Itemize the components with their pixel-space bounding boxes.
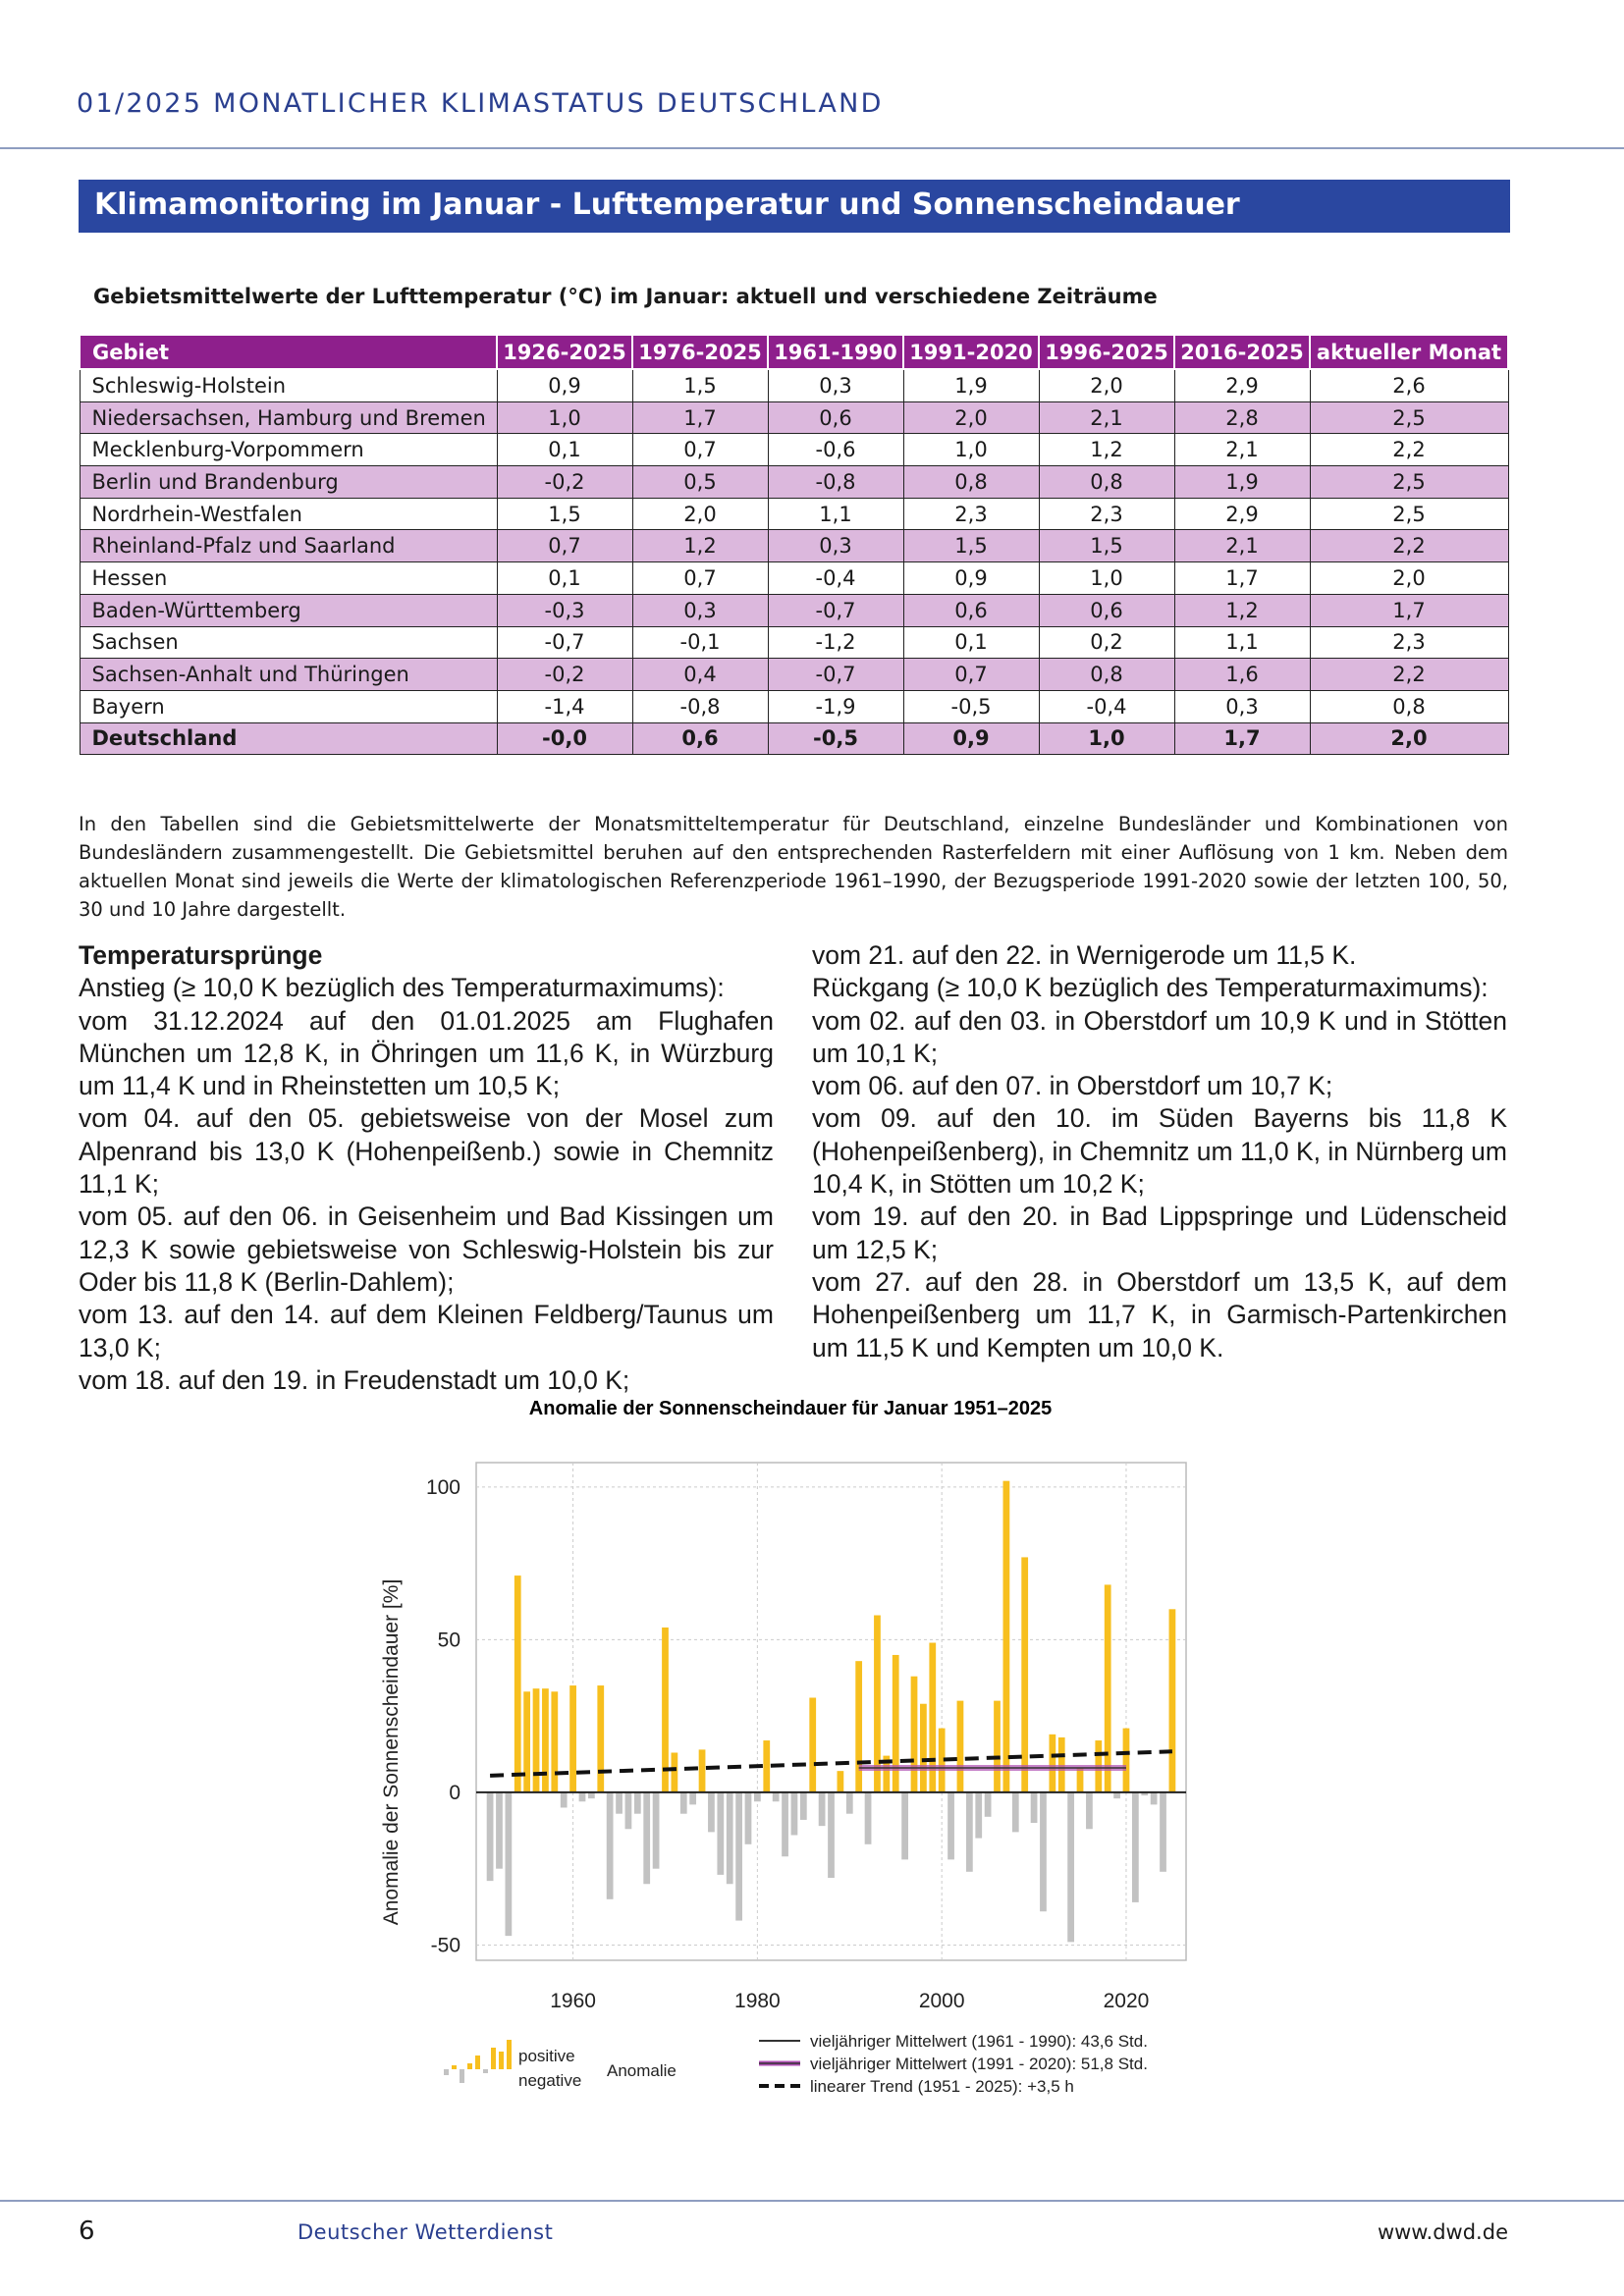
value-cell: 1,5 [632, 369, 768, 401]
legend-mean-1991: vieljähriger Mittelwert (1991 - 2020): 51,8 Std. [810, 2055, 1148, 2073]
text-column-right [812, 939, 1507, 1364]
bar [680, 1792, 687, 1814]
value-cell: 2,2 [1310, 659, 1508, 691]
bar [763, 1740, 770, 1792]
legend-negative: negative [518, 2071, 582, 2090]
value-cell: 1,9 [903, 369, 1039, 401]
value-cell: 1,0 [903, 434, 1039, 466]
paragraph: vom 31.12.2024 auf den 01.01.2025 am Flughafen München um 12,8 K, in Öhringen um 11,6 K, in Würzburg um 11,4 K und in Rheinstetten um 10,5 K; [79, 1005, 774, 1101]
bar [911, 1677, 918, 1792]
value-cell: 0,7 [903, 659, 1039, 691]
legend-trend: linearer Trend (1951 - 2025): +3,5 h [810, 2077, 1074, 2096]
value-cell: 0,9 [497, 369, 632, 401]
bar [505, 1792, 512, 1936]
value-cell: 0,1 [497, 562, 632, 595]
region-cell: Deutschland [80, 722, 497, 755]
column-header: Gebiet [80, 335, 497, 369]
value-cell: 2,1 [1174, 530, 1310, 562]
value-cell: 0,6 [1039, 594, 1174, 626]
value-cell: 2,0 [1039, 369, 1174, 401]
table-row [80, 722, 1508, 755]
paragraph: vom 05. auf den 06. in Geisenheim und Bad Kissingen um 12,3 K sowie gebietsweise von Schleswig-Holstein bis zur Oder bis 11,8 K (Berlin-Dahlem); [79, 1201, 774, 1297]
bar [901, 1792, 908, 1859]
value-cell: -0,5 [903, 690, 1039, 722]
header-title: 01/2025 MONATLICHER KLIMASTATUS DEUTSCHLAND [77, 88, 884, 119]
x-tick-label: 1980 [734, 1990, 781, 2012]
region-cell: Berlin und Brandenburg [80, 466, 497, 499]
bar [533, 1688, 540, 1792]
bar [523, 1691, 530, 1792]
region-cell: Sachsen-Anhalt und Thüringen [80, 659, 497, 691]
value-cell: -1,4 [497, 690, 632, 722]
bar [846, 1792, 853, 1814]
paragraph: vom 27. auf den 28. in Oberstdorf um 13,5 K, auf dem Hohenpeißenberg um 11,7 K, in Garmisch-Partenkirchen um 11,5 K und Kempten um 10,0 K. [812, 1266, 1507, 1362]
table-row [80, 659, 1508, 691]
bar [735, 1792, 742, 1921]
bar [597, 1685, 604, 1792]
bar [689, 1792, 696, 1804]
paragraph: Rückgang (≥ 10,0 K bezüglich des Temperaturmaximums): [812, 973, 1489, 1003]
legend-icon-bar [460, 2069, 464, 2083]
chart-title: Anomalie der Sonnenscheindauer für Januar 1951–2025 [528, 1398, 1053, 1419]
value-cell: 2,6 [1310, 369, 1508, 401]
value-cell: 0,4 [632, 659, 768, 691]
paragraph: vom 13. auf den 14. auf dem Kleinen Feldberg/Taunus um 13,0 K; [79, 1300, 774, 1362]
value-cell: 2,8 [1174, 401, 1310, 434]
bar [1049, 1735, 1056, 1792]
section-heading: Temperatursprünge [79, 940, 323, 970]
value-cell: 2,1 [1174, 434, 1310, 466]
legend-icon-bar [499, 2052, 504, 2069]
legend-icon-bar [475, 2056, 480, 2069]
column-header: 2016-2025 [1174, 335, 1310, 369]
bar [561, 1792, 568, 1808]
column-header: aktueller Monat [1310, 335, 1508, 369]
region-cell: Schleswig-Holstein [80, 369, 497, 401]
value-cell: 0,6 [768, 401, 903, 434]
bar [496, 1792, 503, 1869]
value-cell: -0,1 [632, 626, 768, 659]
bar [966, 1792, 973, 1872]
bar [828, 1792, 835, 1878]
value-cell: -1,9 [768, 690, 903, 722]
value-cell: 0,8 [1310, 690, 1508, 722]
value-cell: 1,5 [1039, 530, 1174, 562]
bar [819, 1792, 826, 1826]
value-cell: 2,3 [1310, 626, 1508, 659]
value-cell: -0,5 [768, 722, 903, 755]
footer-organization: Deutscher Wetterdienst [298, 2220, 554, 2244]
value-cell: -1,2 [768, 626, 903, 659]
value-cell: -0,8 [768, 466, 903, 499]
bar [616, 1792, 623, 1814]
bar [1105, 1584, 1111, 1792]
bar [1077, 1768, 1084, 1792]
bar [671, 1752, 677, 1791]
bar [1160, 1792, 1166, 1872]
bar [865, 1792, 872, 1844]
value-cell: 0,8 [1039, 659, 1174, 691]
bar [653, 1792, 660, 1869]
x-tick-label: 2000 [918, 1990, 965, 2012]
value-cell: 2,1 [1039, 401, 1174, 434]
value-cell: 1,5 [903, 530, 1039, 562]
bar [782, 1792, 788, 1856]
paragraph: Anstieg (≥ 10,0 K bezüglich des Temperaturmaximums): [79, 973, 725, 1003]
bar [625, 1792, 632, 1829]
table-row [80, 466, 1508, 499]
x-tick-label: 1960 [550, 1990, 596, 2012]
value-cell: 2,0 [1310, 722, 1508, 755]
bar [1040, 1792, 1047, 1911]
value-cell: 1,7 [1310, 594, 1508, 626]
paragraph: vom 18. auf den 19. in Freudenstadt um 10,0 K; [79, 1364, 630, 1395]
bar [551, 1691, 558, 1792]
bar [1123, 1729, 1130, 1792]
legend-mean-1961: vieljähriger Mittelwert (1961 - 1990): 43,6 Std. [810, 2032, 1148, 2051]
bar [893, 1655, 899, 1792]
plot-area [476, 1463, 1186, 1960]
value-cell: 1,1 [768, 498, 903, 530]
value-cell: 0,9 [903, 722, 1039, 755]
y-tick-label: 0 [449, 1781, 460, 1804]
legend-icon-bar [507, 2040, 512, 2069]
sunshine-anomaly-chart [363, 1389, 1208, 2106]
table-row [80, 562, 1508, 595]
paragraph: vom 09. auf den 10. im Süden Bayerns bis 11,8 K (Hohenpeißenberg), in Chemnitz um 11,0 K, in Nürnberg um 10,4 K, in Stötten um 10,2 K; [812, 1103, 1507, 1200]
region-cell: Mecklenburg-Vorpommern [80, 434, 497, 466]
paragraph: vom 04. auf den 05. gebietsweise von der Mosel zum Alpenrand bis 13,0 K (Hohenpeißenb.) sowie in Chemnitz 11,1 K; [79, 1103, 774, 1200]
region-cell: Rheinland-Pfalz und Saarland [80, 530, 497, 562]
bar [1169, 1609, 1176, 1792]
bar [514, 1575, 521, 1792]
temperature-table [79, 334, 1509, 755]
text-column-left [79, 939, 774, 1397]
value-cell: -0,7 [497, 626, 632, 659]
bar [754, 1792, 761, 1801]
value-cell: -0,2 [497, 659, 632, 691]
value-cell: 1,0 [497, 401, 632, 434]
bar [607, 1792, 614, 1899]
value-cell: 0,3 [1174, 690, 1310, 722]
bar [975, 1792, 982, 1839]
paragraph: vom 06. auf den 07. in Oberstdorf um 10,7 K; [812, 1071, 1333, 1101]
bar [773, 1792, 780, 1801]
bar [1012, 1792, 1019, 1832]
x-tick-label: 2020 [1103, 1990, 1150, 2012]
table-row [80, 369, 1508, 401]
value-cell: -0,0 [497, 722, 632, 755]
bar [727, 1792, 733, 1884]
bar [800, 1792, 807, 1820]
value-cell: 0,1 [903, 626, 1039, 659]
bar [1031, 1792, 1038, 1823]
bar [1132, 1792, 1139, 1902]
page-number: 6 [79, 2216, 95, 2246]
column-header: 1926-2025 [497, 335, 632, 369]
table-row [80, 401, 1508, 434]
value-cell: 2,0 [1310, 562, 1508, 595]
bar [947, 1792, 954, 1859]
legend-icon-bar [491, 2048, 496, 2069]
value-cell: -0,3 [497, 594, 632, 626]
value-cell: 0,3 [768, 369, 903, 401]
value-cell: 2,0 [903, 401, 1039, 434]
table-row [80, 434, 1508, 466]
value-cell: 0,5 [632, 466, 768, 499]
bar [1021, 1557, 1028, 1792]
chart-svg [363, 1389, 1208, 2106]
value-cell: 2,9 [1174, 369, 1310, 401]
value-cell: 0,6 [632, 722, 768, 755]
table-caption: Gebietsmittelwerte der Lufttemperatur (°C) im Januar: aktuell und verschiedene Zeiträume [93, 285, 1158, 308]
bar [487, 1792, 494, 1881]
value-cell: 2,2 [1310, 530, 1508, 562]
bar [579, 1792, 586, 1801]
value-cell: -0,4 [1039, 690, 1174, 722]
footer-url: www.dwd.de [1377, 2220, 1508, 2244]
bar [1151, 1792, 1158, 1804]
bar [717, 1792, 724, 1875]
chart-legend [444, 2032, 1148, 2096]
table-row [80, 594, 1508, 626]
table-row [80, 690, 1508, 722]
value-cell: 2,3 [903, 498, 1039, 530]
y-tick-label: -50 [430, 1934, 460, 1957]
column-header: 1961-1990 [768, 335, 903, 369]
bar [791, 1792, 798, 1836]
value-cell: 1,7 [1174, 562, 1310, 595]
value-cell: -0,7 [768, 659, 903, 691]
value-cell: 1,2 [1039, 434, 1174, 466]
bar [643, 1792, 650, 1884]
value-cell: 1,7 [632, 401, 768, 434]
value-cell: -0,8 [632, 690, 768, 722]
value-cell: 1,5 [497, 498, 632, 530]
region-cell: Hessen [80, 562, 497, 595]
column-header: 1976-2025 [632, 335, 768, 369]
value-cell: 0,3 [632, 594, 768, 626]
bar [1067, 1792, 1074, 1942]
value-cell: 2,5 [1310, 498, 1508, 530]
region-cell: Sachsen [80, 626, 497, 659]
value-cell: 1,6 [1174, 659, 1310, 691]
bar [542, 1688, 549, 1792]
bar [634, 1792, 641, 1814]
value-cell: 0,7 [632, 434, 768, 466]
table-row [80, 626, 1508, 659]
paragraph: vom 02. auf den 03. in Oberstdorf um 10,9 K und in Stötten um 10,1 K; [812, 1005, 1507, 1068]
value-cell: 0,8 [903, 466, 1039, 499]
region-cell: Nordrhein-Westfalen [80, 498, 497, 530]
bar [838, 1771, 844, 1792]
region-cell: Niedersachsen, Hamburg und Bremen [80, 401, 497, 434]
table-row [80, 498, 1508, 530]
value-cell: 0,2 [1039, 626, 1174, 659]
value-cell: 2,5 [1310, 466, 1508, 499]
bar [855, 1661, 862, 1792]
section-banner: Klimamonitoring im Januar - Lufttemperatur und Sonnenscheindauer [79, 180, 1510, 233]
table-row [80, 530, 1508, 562]
value-cell: 2,0 [632, 498, 768, 530]
legend-icon-bar [452, 2065, 457, 2069]
footer-rule [0, 2200, 1624, 2202]
value-cell: 0,7 [497, 530, 632, 562]
legend-icon-bar [483, 2069, 488, 2073]
value-cell: 0,1 [497, 434, 632, 466]
region-cell: Bayern [80, 690, 497, 722]
value-cell: 1,9 [1174, 466, 1310, 499]
bar [1058, 1737, 1065, 1792]
bar [699, 1749, 706, 1792]
value-cell: -0,7 [768, 594, 903, 626]
value-cell: -0,6 [768, 434, 903, 466]
legend-positive: positive [518, 2047, 575, 2065]
value-cell: 2,5 [1310, 401, 1508, 434]
value-cell: 2,3 [1039, 498, 1174, 530]
bar [994, 1701, 1001, 1792]
bar [809, 1698, 816, 1792]
value-cell: 1,0 [1039, 722, 1174, 755]
y-tick-label: 50 [437, 1629, 460, 1652]
value-cell: -0,2 [497, 466, 632, 499]
column-header: 1996-2025 [1039, 335, 1174, 369]
column-header: 1991-2020 [903, 335, 1039, 369]
legend-anomaly: Anomalie [607, 2061, 677, 2080]
value-cell: -0,4 [768, 562, 903, 595]
value-cell: 0,3 [768, 530, 903, 562]
value-cell: 1,1 [1174, 626, 1310, 659]
value-cell: 0,8 [1039, 466, 1174, 499]
bar [745, 1792, 752, 1844]
header-rule [0, 147, 1624, 149]
legend-icon-bar [467, 2063, 472, 2069]
chart-ylabel: Anomalie der Sonnenscheindauer [%] [380, 1578, 403, 1926]
value-cell: 0,7 [632, 562, 768, 595]
value-cell: 1,2 [1174, 594, 1310, 626]
y-tick-label: 100 [425, 1475, 460, 1499]
bar [985, 1792, 992, 1817]
value-cell: 2,9 [1174, 498, 1310, 530]
paragraph: vom 19. auf den 20. in Bad Lippspringe und Lüdenscheid um 12,5 K; [812, 1201, 1507, 1264]
value-cell: 0,6 [903, 594, 1039, 626]
region-cell: Baden-Württemberg [80, 594, 497, 626]
bar [957, 1701, 964, 1792]
bar [1003, 1481, 1010, 1792]
value-cell: 1,7 [1174, 722, 1310, 755]
value-cell: 1,2 [632, 530, 768, 562]
bar [920, 1704, 927, 1792]
value-cell: 2,2 [1310, 434, 1508, 466]
legend-icon-bar [444, 2069, 449, 2075]
value-cell: 1,0 [1039, 562, 1174, 595]
bar [1086, 1792, 1093, 1829]
bar [569, 1685, 576, 1792]
bar [708, 1792, 715, 1832]
paragraph: vom 21. auf den 22. in Wernigerode um 11,5 K. [812, 940, 1357, 970]
table-note: In den Tabellen sind die Gebietsmittelwerte der Monatsmitteltemperatur für Deutschland, einzelne Bundesländer und Kombinationen von Bundesländern zusammengestellt. Die Gebietsmittel beruhen auf den entsprechenden Rasterfeldern mit einer Auflösung von 1 km. Neben dem aktuellen Monat sind jeweils die Werte der klimatologischen Referenzperiode 1961–1990, der Bezugsperiode 1991-2020 sowie der letzten 100, 50, 30 und 10 Jahre dargestellt. [79, 813, 1508, 921]
value-cell: 0,9 [903, 562, 1039, 595]
table-header-row [80, 335, 1508, 369]
